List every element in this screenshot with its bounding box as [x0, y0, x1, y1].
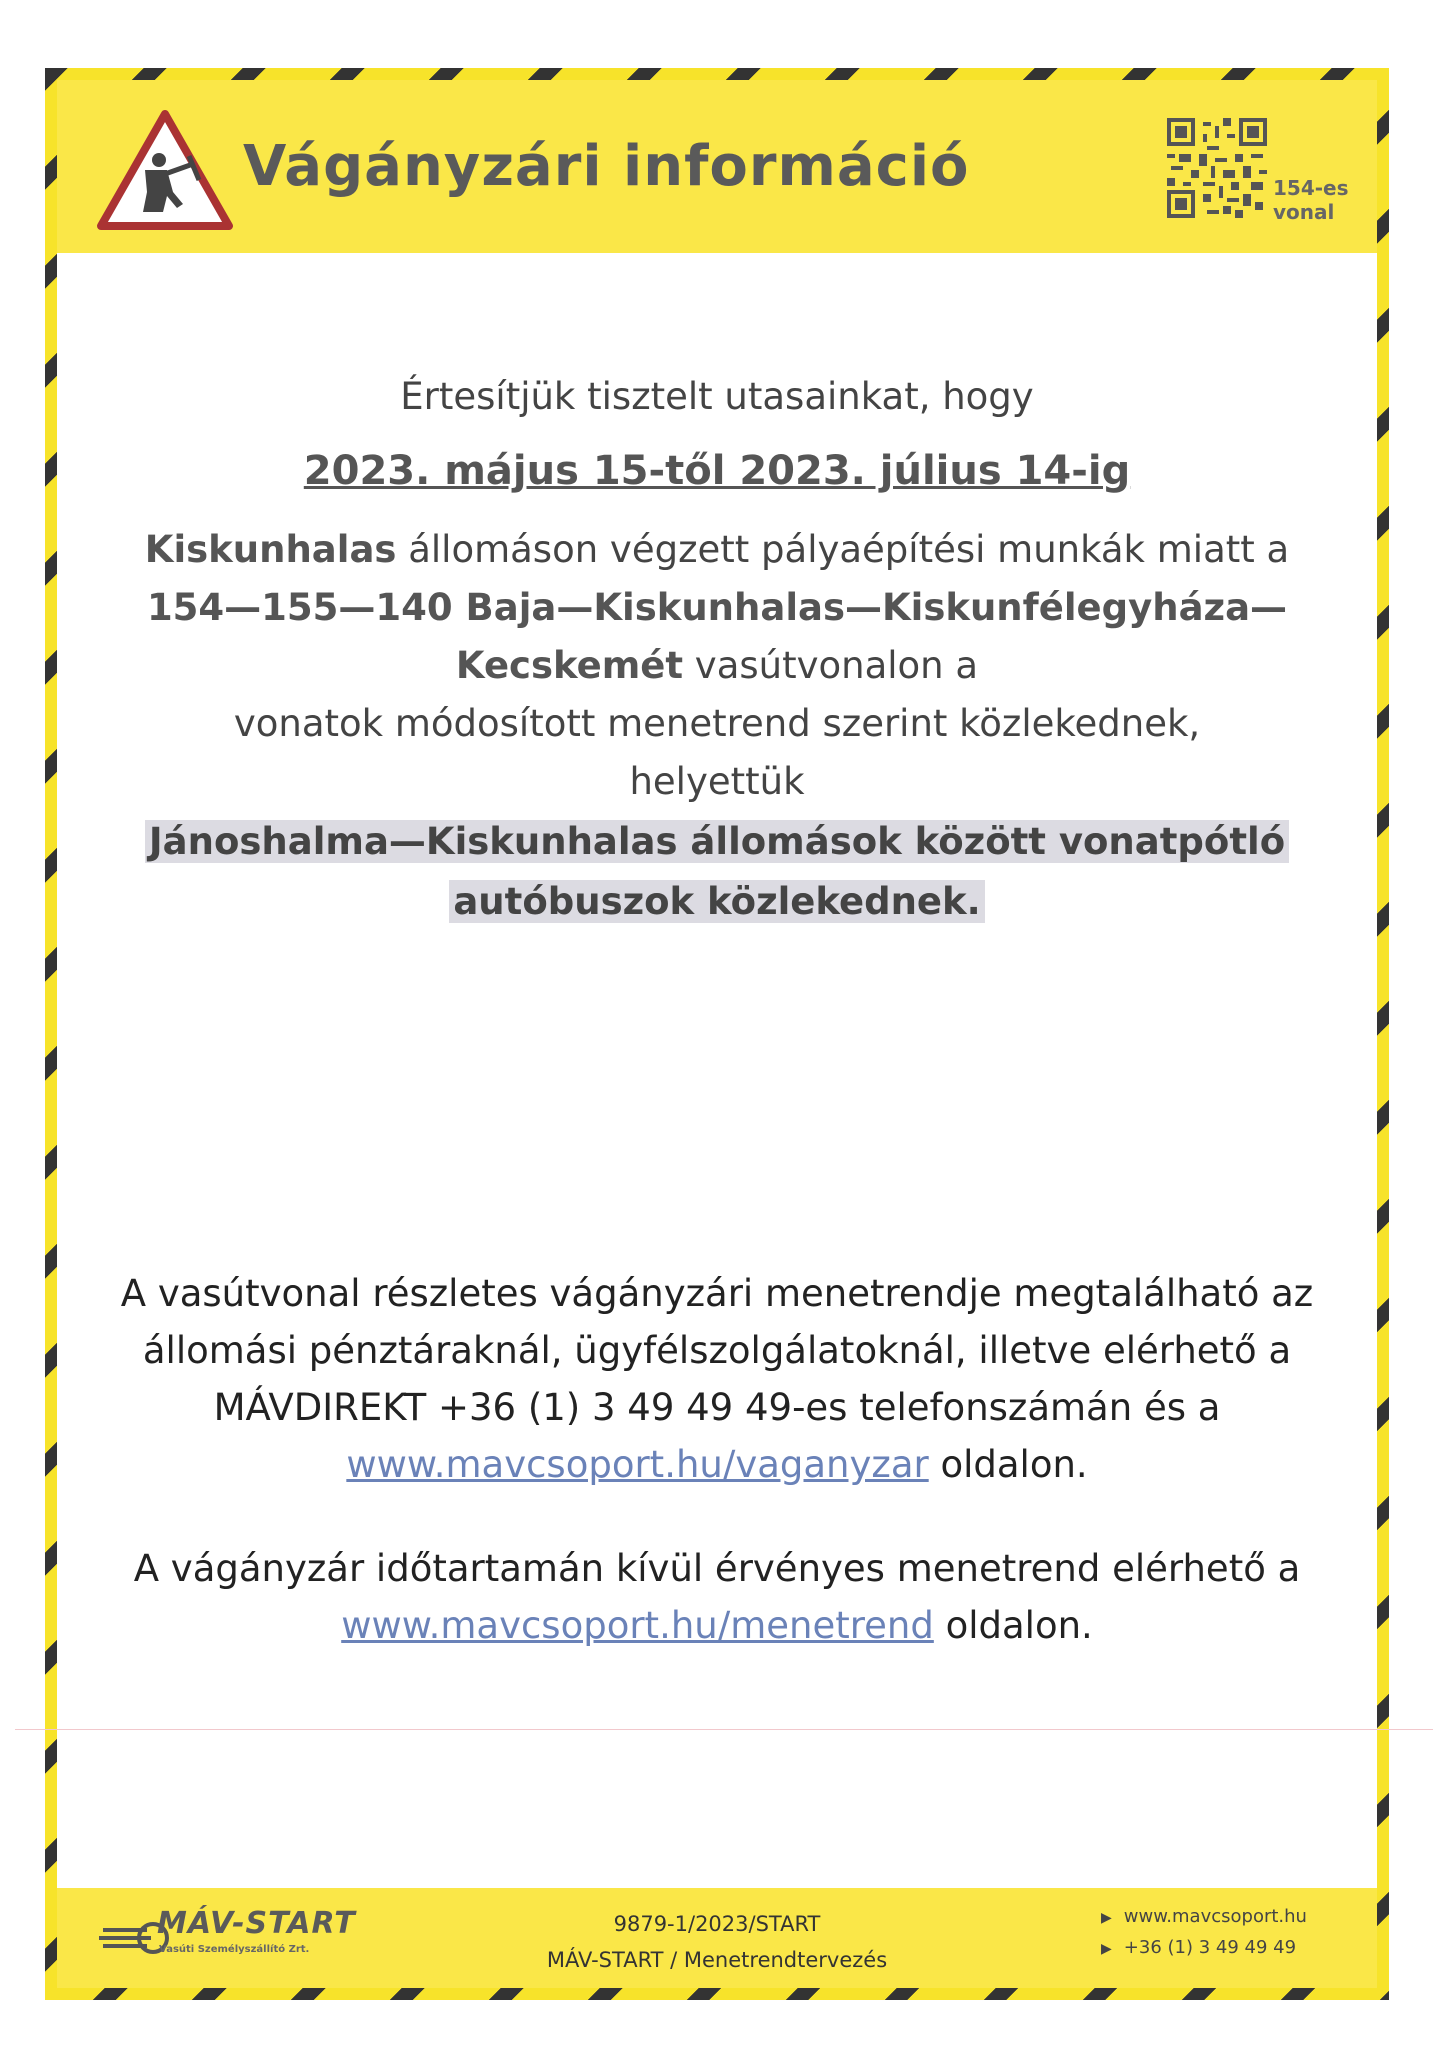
description-line-2	[87, 579, 1347, 637]
poster-body	[57, 80, 1377, 1988]
description-text-2: vasútvonalon a	[683, 644, 979, 687]
page-title: Vágányzári információ	[243, 134, 970, 199]
roadworks-warning-icon	[95, 108, 235, 233]
contact-phone-row	[1101, 1933, 1341, 1964]
footer-banner	[57, 1888, 1377, 1988]
menetrend-link[interactable]: www.mavcsoport.hu/menetrend	[341, 1604, 934, 1647]
line-number: 154-es	[1273, 176, 1349, 200]
intro-text: Értesítjük tisztelt utasainkat, hogy	[400, 375, 1034, 418]
replacement-bus-text-2: autóbuszok közlekednek.	[449, 880, 984, 923]
description-line-3	[87, 637, 1347, 695]
arrow-icon: ▶	[1101, 1910, 1112, 1926]
info-line-4	[77, 1436, 1357, 1493]
header-banner	[57, 80, 1377, 253]
qr-code-icon	[1167, 118, 1267, 218]
info-suffix: oldalon.	[928, 1443, 1088, 1486]
station-name: Kiskunhalas	[144, 528, 397, 571]
contact-web-row	[1101, 1902, 1341, 1933]
reference-number: 9879-1/2023/START	[613, 1912, 821, 1936]
line-number-label	[1273, 176, 1353, 224]
regular-timetable-paragraph	[77, 1540, 1357, 1654]
route-name: 154—155—140 Baja—Kiskunhalas—Kiskunfélegyháza—	[146, 586, 1288, 629]
info-line-1: A vasútvonal részletes vágányzári menetrendje megtalálható az	[120, 1272, 1314, 1315]
description-text-1: állomáson végzett pályaépítési munkák miatt a	[396, 528, 1290, 571]
highlight-line-1	[87, 813, 1347, 871]
hazard-stripe-frame	[45, 68, 1389, 2000]
contact-web[interactable]: www.mavcsoport.hu	[1123, 1906, 1307, 1927]
notice-content	[57, 253, 1377, 1888]
contact-phone: +36 (1) 3 49 49 49	[1123, 1937, 1297, 1958]
timetable-info-paragraph	[77, 1265, 1357, 1493]
description-line-1	[87, 521, 1347, 579]
route-end: Kecskemét	[455, 644, 684, 687]
highlight-line-2	[87, 873, 1347, 931]
regular-line-2	[77, 1597, 1357, 1654]
vaganyzar-link[interactable]: www.mavcsoport.hu/vaganyzar	[346, 1443, 929, 1486]
info-line-3: MÁVDIREKT +36 (1) 3 49 49 49-es telefonszámán és a	[213, 1386, 1221, 1429]
logo-name: MÁV-START	[157, 1906, 356, 1941]
reference-department: MÁV-START / Menetrendtervezés	[546, 1948, 888, 1972]
description-line-5: helyettük	[629, 760, 805, 803]
description-line-4: vonatok módosított menetrend szerint közlekednek,	[233, 702, 1201, 745]
regular-suffix: oldalon.	[933, 1604, 1093, 1647]
fold-line	[15, 1729, 1433, 1730]
contact-info	[1101, 1902, 1341, 1964]
line-word: vonal	[1273, 200, 1335, 224]
info-line-2: állomási pénztáraknál, ügyfélszolgálatoknál, illetve elérhető a	[142, 1329, 1292, 1372]
replacement-bus-text-1: Jánoshalma—Kiskunhalas állomások között vonatpótló	[145, 820, 1289, 863]
closure-description	[87, 521, 1347, 931]
regular-line-1: A vágányzár időtartamán kívül érvényes menetrend elérhető a	[133, 1547, 1301, 1590]
closure-dates: 2023. május 15-től 2023. július 14-ig	[303, 448, 1131, 494]
logo-subtitle: Vasúti Személyszállító Zrt.	[159, 1944, 310, 1955]
arrow-icon: ▶	[1101, 1941, 1112, 1957]
